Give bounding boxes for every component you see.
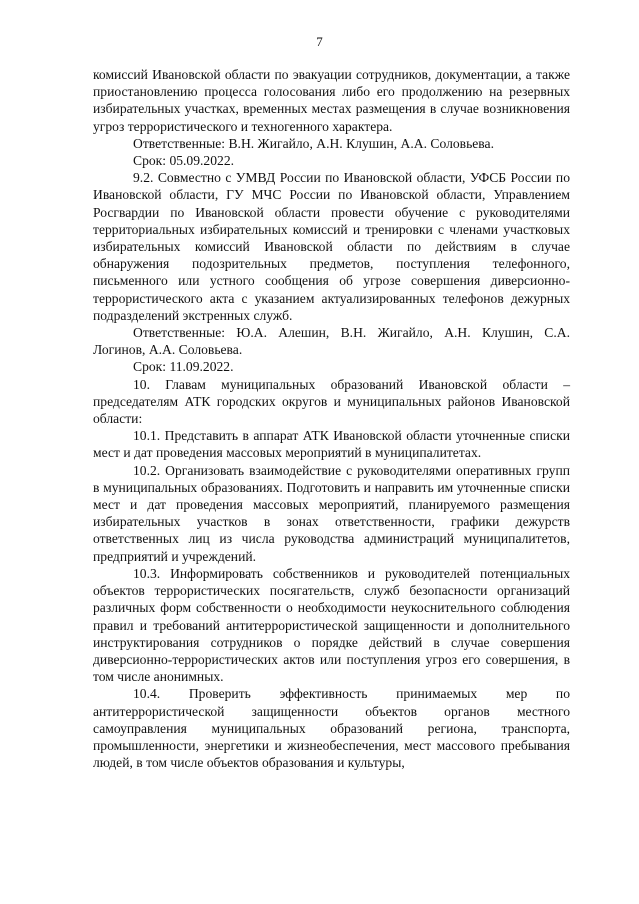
paragraph: 10.4. Проверить эффективность принимаемых мер по антитеррористической защищенности объектов органов местного самоуправления муниципальных образований региона, транспорта, промышленности, энергетики и жизнеобеспечения, мест массового пребывания людей, в том числе объектов образования и культуры,	[93, 686, 570, 771]
paragraph: Ответственные: В.Н. Жигайло, А.Н. Клушин, А.А. Соловьева.	[133, 135, 494, 151]
paragraph: комиссий Ивановской области по эвакуации сотрудников, документации, а также приостановлению процесса голосования либо его продолжению на резервных избирательных участках, временных местах размещения в случае возникновения угроз террористического и техногенного характера.	[93, 67, 570, 134]
paragraph: 10.1. Представить в аппарат АТК Ивановской области уточненные списки мест и дат проведения массовых мероприятий в муниципалитетах.	[93, 428, 570, 461]
paragraph: 10.3. Информировать собственников и руководителей потенциальных объектов террористических посягательств, служб безопасности организаций различных форм собственности о необходимости неукоснительного соблюдения правил и требований антитеррористической защищенности и дополнительного инструктирования сотрудников о порядке действий в случае совершения диверсионно-террористических актов или поступления угроз его совершения, в том числе анонимных.	[93, 565, 570, 685]
paragraph: Ответственные: Ю.А. Алешин, В.Н. Жигайло, А.Н. Клушин, С.А. Логинов, А.А. Соловьева.	[93, 325, 570, 358]
paragraph: Срок: 05.09.2022.	[133, 153, 235, 169]
paragraph: 10. Главам муниципальных образований Ивановской области – председателям АТК городских округов и муниципальных районов Ивановской области:	[93, 376, 570, 427]
paragraph: 9.2. Совместно с УМВД России по Ивановской области, УФСБ России по Ивановской области, ГУ МЧС России по Ивановской области, Управлением Росгвардии по Ивановской области провести обучение с руководителями территориальных избирательных комиссий и тренировки с членами участковых избирательных комиссий Ивановской области по действиям в случае обнаружения подозрительных предметов, поступления телефонного, письменного или устного сообщения об угрозе совершения диверсионно-террористического акта с указанием актуализированных телефонов дежурных подразделений экстренных служб.	[93, 170, 570, 323]
page-number: 7	[316, 34, 323, 49]
document-body	[93, 66, 570, 771]
paragraph: Срок: 11.09.2022.	[133, 359, 234, 375]
paragraph: 10.2. Организовать взаимодействие с руководителями оперативных групп в муниципальных образованиях. Подготовить и направить им уточненные списки мест и дат проведения массовых мероприятий, планируемого размещения избирательных участков в зонах ответственности, графики дежурств ответственных лиц из числа руководства администраций муниципалитетов, предприятий и учреждений.	[93, 462, 570, 564]
